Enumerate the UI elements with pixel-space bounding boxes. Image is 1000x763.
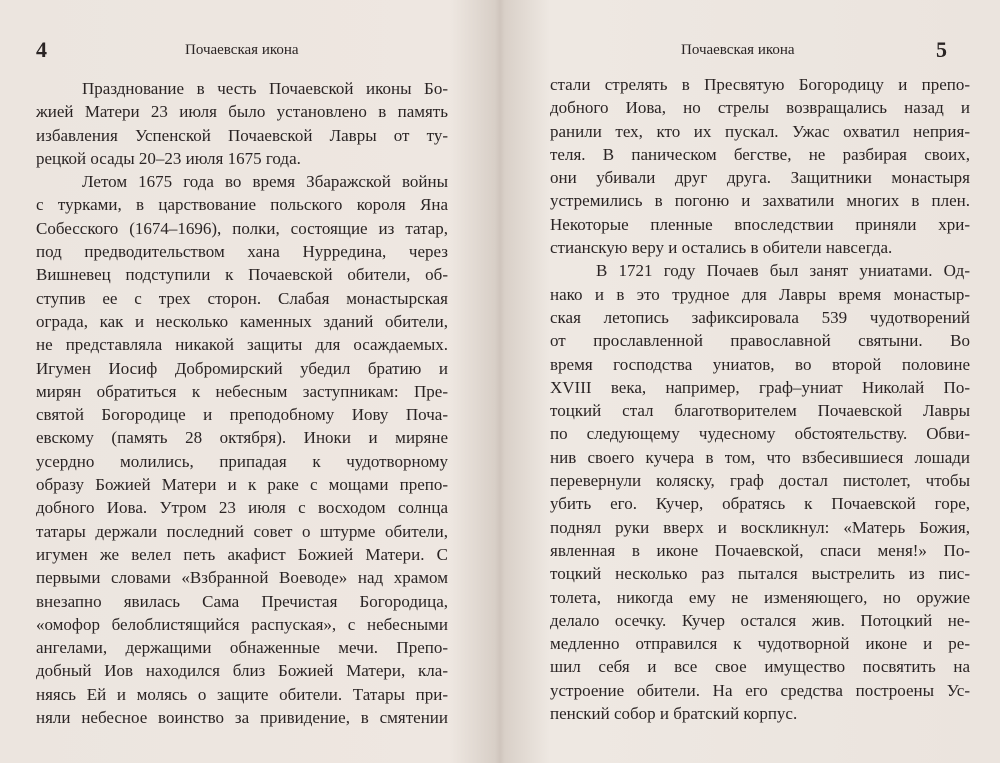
- text-line: они убивали друг друга. Защитники монастыря: [550, 168, 970, 188]
- text-line: с турками, в царствование польского короля Яна: [36, 195, 448, 215]
- text-line: делало осечку. Кучер остался жив. Потоцкий не-: [550, 610, 970, 630]
- left-page-text: [36, 77, 448, 729]
- right-page: [505, 0, 1000, 763]
- text-line: добный Иов находился близ Божией Матери, кла-: [36, 661, 448, 681]
- right-running-title: Почаевская икона: [681, 42, 795, 58]
- text-line: евскому (память 28 октября). Иноки и миряне: [36, 428, 448, 448]
- text-line: внезапно явилась Сама Пречистая Богородица,: [36, 591, 448, 611]
- text-line: Игумен Иосиф Добромирский убедил братию и: [36, 358, 448, 378]
- text-line: Собесского (1674–1696), полки, состоящие из татар,: [36, 218, 448, 238]
- text-line: татары держали последний совет о штурме обители,: [36, 521, 448, 541]
- text-line: убить его. Кучер, обратясь к Почаевской горе,: [550, 494, 970, 514]
- text-line: устроение обители. На его средства построены Ус-: [550, 680, 970, 700]
- text-line: образу Божией Матери и к раке с мощами препо-: [36, 475, 448, 495]
- right-page-header: [505, 38, 1000, 62]
- left-page-number: 4: [36, 37, 47, 62]
- text-line: поднял руки вверх и воскликнул: «Матерь Божия,: [550, 517, 970, 537]
- text-line: пенский собор и братский корпус.: [550, 704, 798, 724]
- text-line: ограда, как и несколько каменных зданий обители,: [36, 311, 448, 331]
- text-line: игумен же велел петь акафист Божией Матери. С: [36, 544, 448, 564]
- text-line: няясь Ей и молясь о защите обители. Татары при-: [36, 684, 448, 704]
- text-line: добного Иова, но стрелы возвращались назад и: [550, 98, 970, 118]
- text-line: Празднование в честь Почаевской иконы Бо-: [82, 79, 448, 98]
- text-line: нив своего кучера в том, что взбесившиеся лошади: [550, 447, 970, 467]
- text-line: от прославленной православной святыни. Во: [550, 331, 970, 351]
- left-page-header: [0, 38, 495, 62]
- text-line: ступив ее с трех сторон. Слабая монастырская: [36, 288, 448, 308]
- text-line: медленно отправился к чудотворной иконе и ре-: [550, 634, 970, 654]
- text-line: ангелами, держащими обнаженные мечи. Препо-: [36, 638, 448, 658]
- text-line: Некоторые пленные впоследствии приняли хри-: [550, 214, 970, 234]
- text-line: явленная в иконе Почаевской, спаси меня!» По-: [550, 540, 970, 560]
- text-line: избавления Успенской Почаевской Лавры от ту-: [36, 125, 448, 145]
- text-line: время господства униатов, во второй половине: [550, 354, 970, 374]
- text-line: тоцкий стал благотворителем Почаевской Лавры: [550, 401, 970, 421]
- text-line: шил себя и все свое имущество посвятить на: [550, 657, 970, 677]
- text-line: В 1721 году Почаев был занят униатами. Од-: [596, 261, 970, 281]
- text-line: рецкой осады 20–23 июля 1675 года.: [36, 148, 301, 168]
- right-page-text: [550, 73, 970, 725]
- text-line: не представляла никакой защиты для осаждаемых.: [36, 335, 448, 355]
- text-line: мирян обратиться к небесным заступникам: Пре-: [36, 381, 448, 401]
- text-line: тоцкий несколько раз пытался выстрелить из пис-: [550, 564, 970, 584]
- text-line: ская летопись зафиксировала 539 чудотворений: [550, 307, 970, 327]
- text-line: XVIII века, например, граф–униат Николай По-: [550, 377, 970, 397]
- text-line: Вишневец подступили к Почаевской обители, об-: [36, 265, 448, 285]
- left-page: [0, 0, 495, 763]
- text-line: устремились в погоню и захватили многих в плен.: [550, 191, 970, 211]
- text-line: перевернули коляску, граф достал пистолет, чтобы: [550, 471, 970, 491]
- text-line: под предводительством хана Нурредина, через: [36, 242, 448, 262]
- text-line: толета, никогда ему не изменяющего, но оружие: [550, 587, 970, 607]
- text-line: теля. В паническом бегстве, не разбирая своих,: [550, 144, 970, 164]
- text-line: усердно молились, припадая к чудотворному: [36, 451, 448, 471]
- text-line: жией Матери 23 июля было установлено в память: [36, 102, 448, 122]
- text-line: стианскую веру и остались в обители навсегда.: [550, 238, 893, 258]
- text-line: «омофор белоблистящийся распуская», с небесными: [36, 614, 448, 634]
- text-line: няли небесное воинство за привидение, в смятении: [36, 708, 448, 728]
- text-line: Летом 1675 года во время Збаражской войны: [82, 172, 448, 192]
- text-line: стали стрелять в Пресвятую Богородицу и препо-: [550, 75, 970, 94]
- right-page-number: 5: [936, 37, 947, 62]
- left-running-title: Почаевская икона: [185, 42, 299, 58]
- text-line: добного Иова. Утром 23 июля с восходом солнца: [36, 498, 448, 518]
- text-line: первыми словами «Взбранной Воеводе» над храмом: [36, 568, 448, 588]
- text-line: по следующему чудесному обстоятельству. Обви-: [550, 424, 970, 444]
- text-line: нако и в это трудное для Лавры время монастыр-: [550, 284, 970, 304]
- text-line: святой Богородице и преподобному Иову Поча-: [36, 405, 448, 425]
- text-line: ранили тех, кто их пускал. Ужас охватил неприя-: [550, 121, 970, 141]
